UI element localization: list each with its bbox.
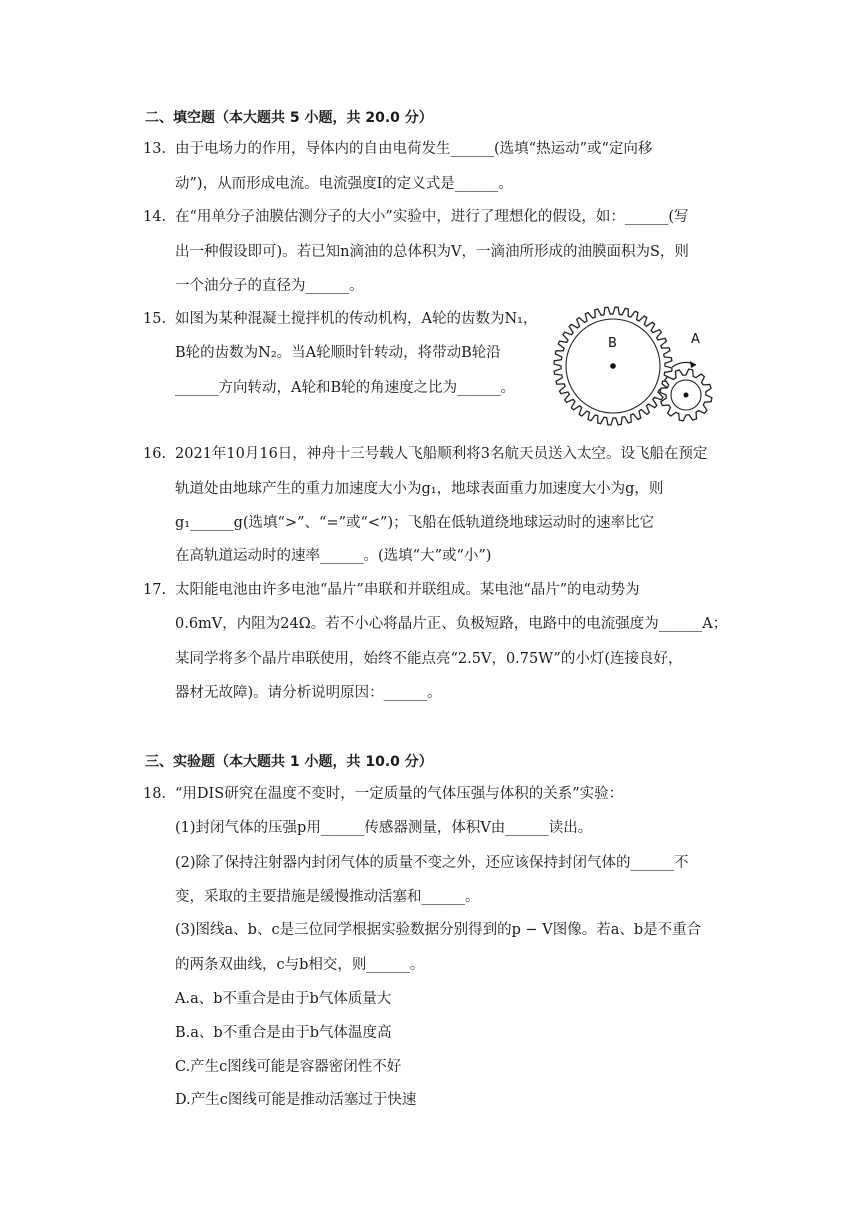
question-16-line-4: 在高轨道运动时的速率______。(选填“大”或“小”) — [175, 548, 492, 564]
question-16-number: 16. — [143, 446, 167, 462]
question-18-option-a: A.a、b不重合是由于b气体质量大 — [175, 991, 392, 1007]
question-18-part-2-line-2: 变，采取的主要措施是缓慢推动活塞和______。 — [175, 889, 480, 905]
question-18-part-2-line-1: (2)除了保持注射器内封闭气体的质量不变之外，还应该保持封闭气体的______不 — [175, 855, 689, 871]
question-14-number: 14. — [143, 209, 167, 225]
question-18-option-b: B.a、b不重合是由于b气体温度高 — [175, 1025, 392, 1041]
gear-diagram-svg — [550, 305, 720, 430]
gear-diagram — [550, 305, 720, 430]
section-title-fill-in: 二、填空题（本大题共 5 小题，共 20.0 分） — [145, 110, 433, 126]
question-15-number: 15. — [143, 311, 167, 327]
question-13-line-1: 由于电场力的作用，导体内的自由电荷发生______(选填“热运动”或“定向移 — [175, 141, 653, 157]
question-15-line-3: ______方向转动，A轮和B轮的角速度之比为______。 — [175, 380, 516, 396]
question-18-stem: “用DIS研究在温度不变时，一定质量的气体压强与体积的关系”实验： — [175, 786, 624, 802]
question-16-line-1: 2021年10月16日，神舟十三号载人飞船顺利将3名航天员送入太空。设飞船在预定 — [175, 446, 708, 462]
question-17-number: 17. — [143, 582, 167, 598]
question-17-line-4: 器材无故障)。请分析说明原因：______。 — [175, 685, 442, 701]
question-18-part-3-line-1: (3)图线a、b、c是三位同学根据实验数据分别得到的p − V图像。若a、b是不重合 — [175, 922, 702, 938]
question-14-line-1: 在“用单分子油膜估测分子的大小”实验中，进行了理想化的假设，如：______(写 — [175, 209, 689, 225]
gear-b-center — [610, 363, 616, 369]
question-17-line-1: 太阳能电池由许多电池“晶片”串联和并联组成。某电池“晶片”的电动势为 — [175, 582, 640, 598]
question-13-number: 13. — [143, 141, 167, 157]
question-17-line-3: 某同学将多个晶片串联使用，始终不能点亮“2.5V，0.75W”的小灯(连接良好， — [175, 651, 683, 667]
question-18-option-c: C.产生c图线可能是容器密闭性不好 — [175, 1059, 402, 1075]
question-18-part-3-line-2: 的两条双曲线，c与b相交，则______。 — [175, 957, 425, 973]
question-17-line-2: 0.6mV，内阻为24Ω。若不小心将晶片正、负极短路，电路中的电流强度为______A； — [175, 616, 728, 632]
question-16-line-2: 轨道处由地球产生的重力加速度大小为g₁，地球表面重力加速度大小为g，则 — [175, 481, 664, 497]
gear-a-label: A — [691, 332, 700, 347]
gear-a-center — [684, 393, 689, 398]
question-18-part-1: (1)封闭气体的压强p用______传感器测量，体积V由______读出。 — [175, 820, 593, 836]
gear-b-label: B — [608, 336, 617, 351]
question-14-line-2: 出一种假设即可)。若已知n滴油的总体积为V，一滴油所形成的油膜面积为S，则 — [175, 244, 689, 260]
question-15-line-2: B轮的齿数为N₂。当A轮顺时针转动，将带动B轮沿 — [175, 345, 501, 361]
question-14-line-3: 一个油分子的直径为______。 — [175, 278, 364, 294]
rotation-arrowhead-icon — [690, 361, 696, 368]
question-15-line-1: 如图为某种混凝土搅拌机的传动机构，A轮的齿数为N₁， — [175, 311, 538, 327]
section-title-experiment: 三、实验题（本大题共 1 小题，共 10.0 分） — [145, 754, 433, 770]
question-16-line-3: g₁______g(选填“>”、“=”或“<”)；飞船在低轨道绕地球运动时的速率比它 — [175, 515, 655, 531]
question-13-line-2: 动”)，从而形成电流。电流强度I的定义式是______。 — [175, 176, 513, 192]
question-18-number: 18. — [143, 786, 167, 802]
question-18-option-d: D.产生c图线可能是推动活塞过于快速 — [175, 1092, 417, 1108]
